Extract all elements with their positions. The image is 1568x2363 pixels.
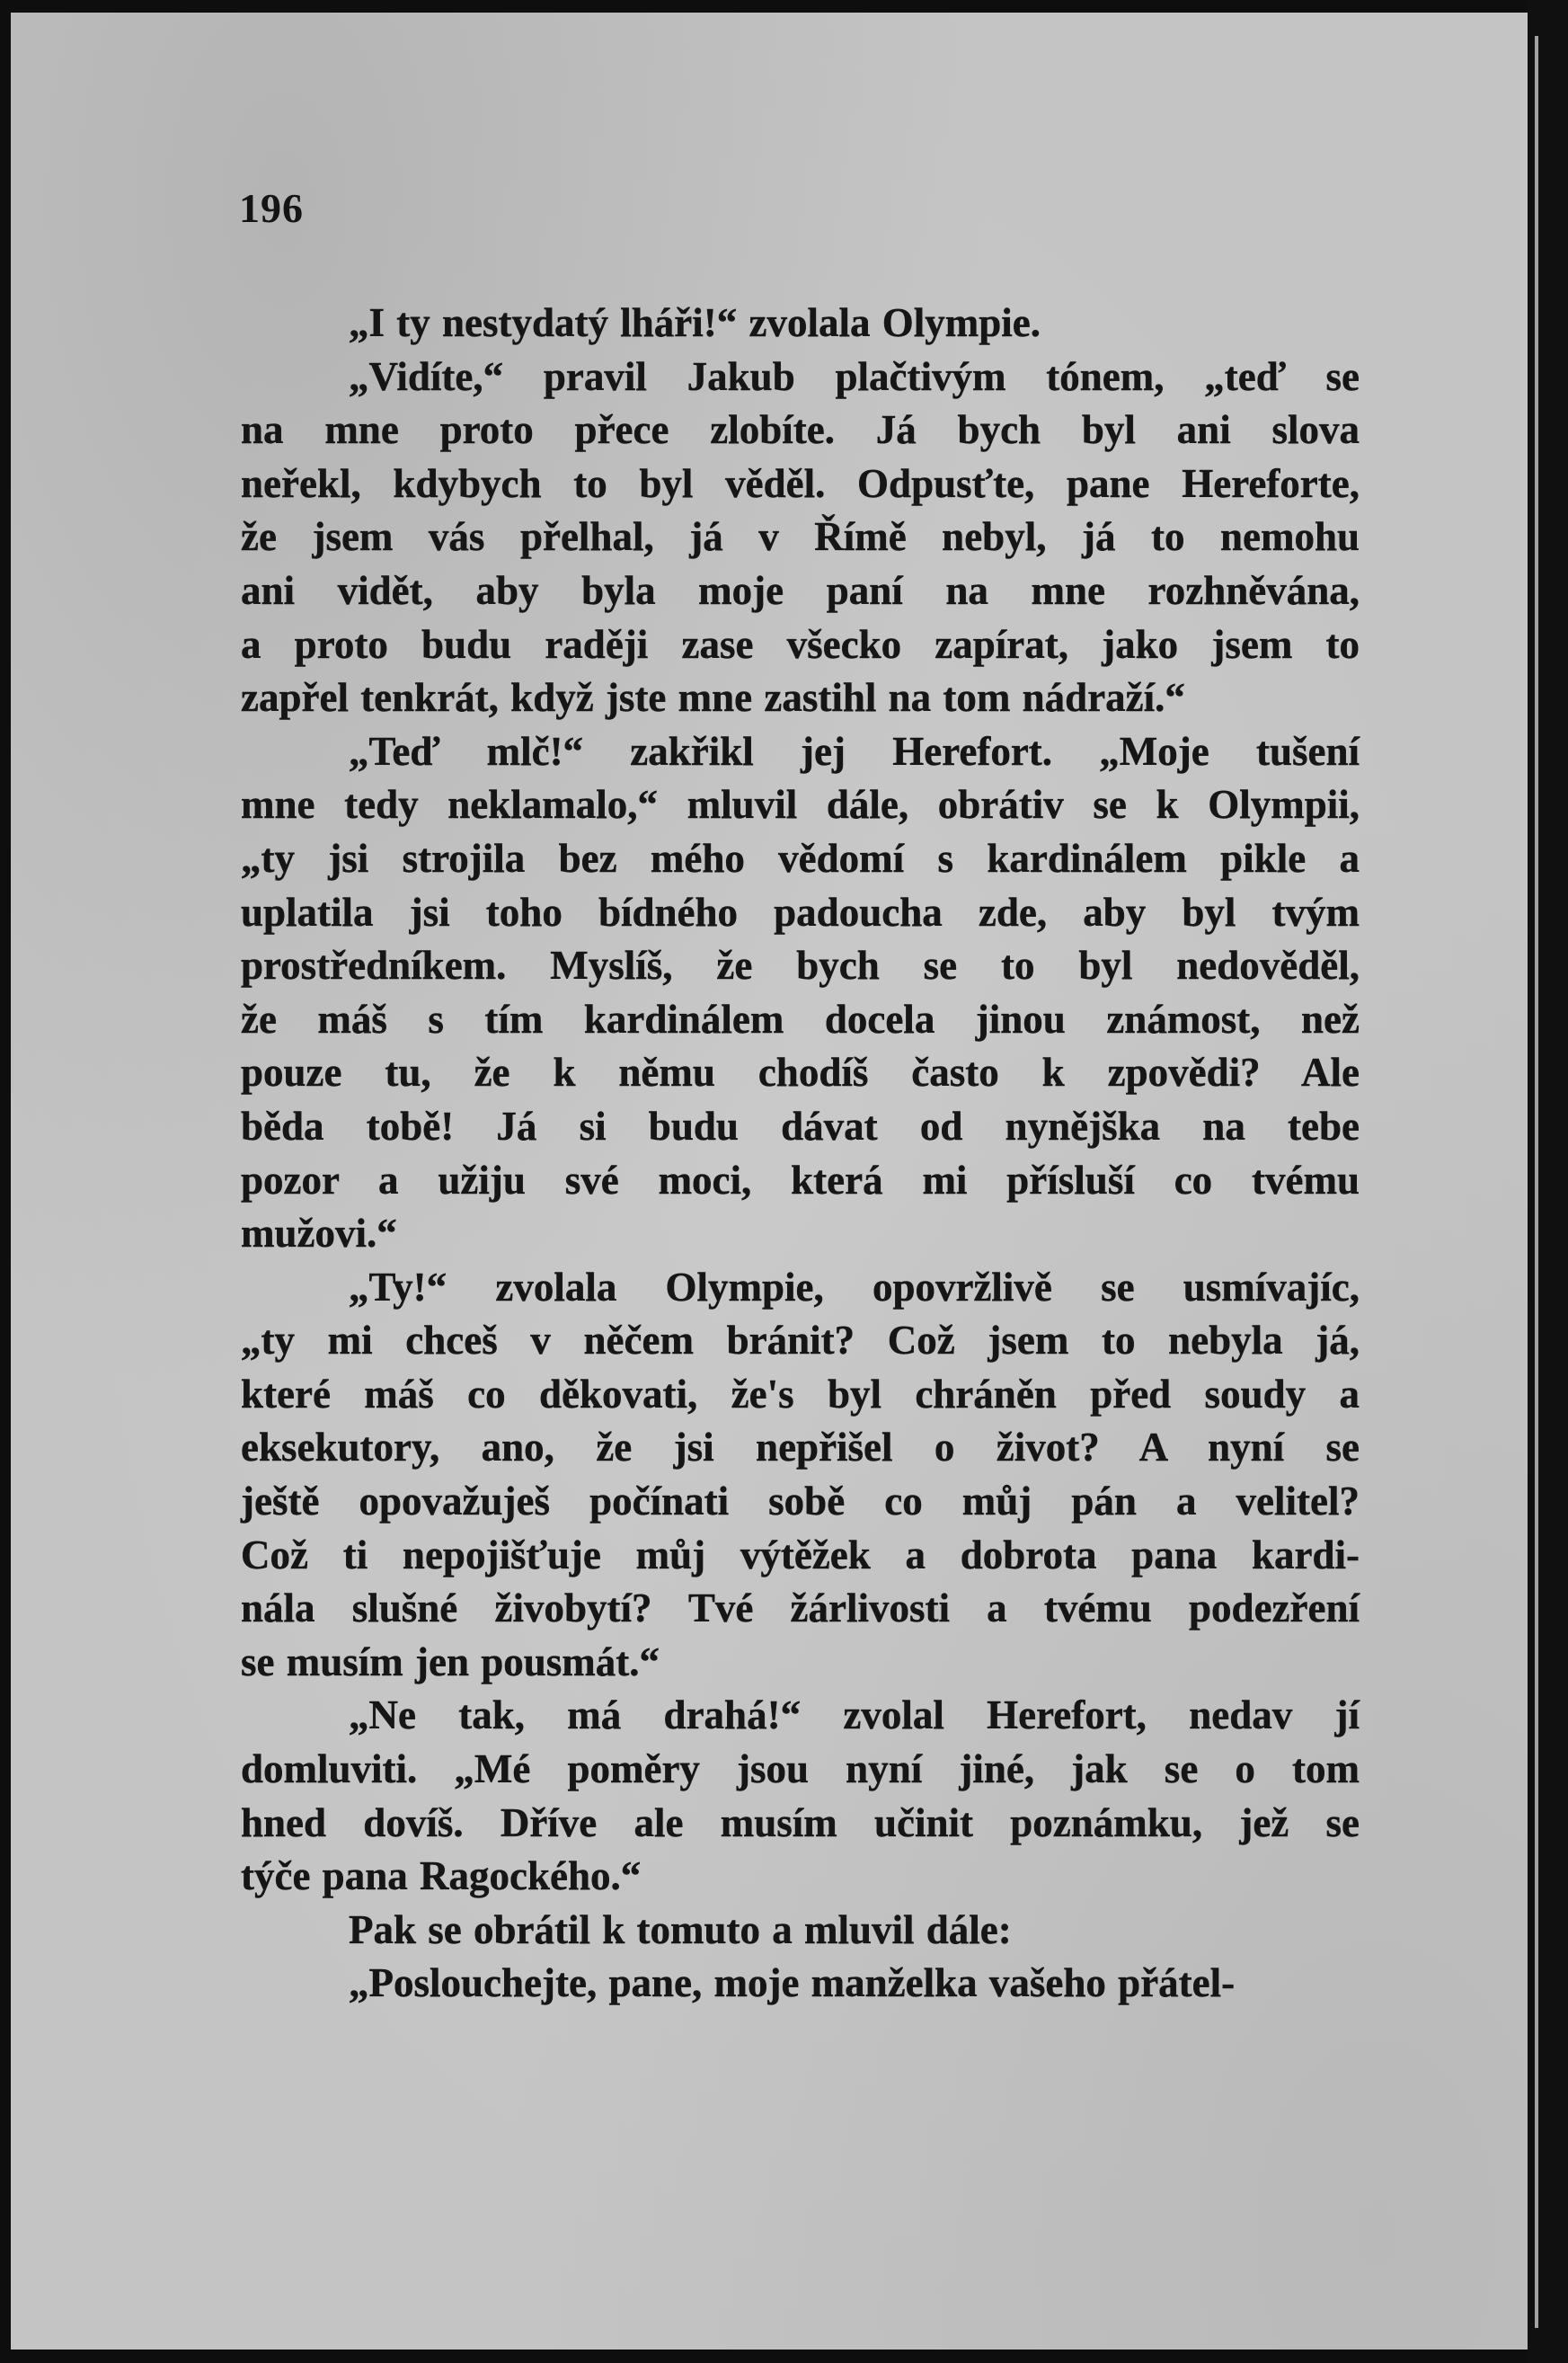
text-line: mne tedy neklamalo,“ mluvil dále, obrátiv se k Olympii, [241,782,1360,828]
text-line: že jsem vás přelhal, já v Římě nebyl, já to nemohu [241,514,1360,560]
text-line: „Ne tak, má drahá!“ zvolal Herefort, nedav jí [349,1692,1360,1738]
text-line: Což ti nepojišťuje můj výtěžek a dobrota pana kardi- [241,1532,1360,1577]
text-line: prostředníkem. Myslíš, že bych se to byl nedověděl, [241,943,1360,989]
text-line: ještě opovažuješ počínati sobě co můj pán a velitel? [241,1479,1360,1524]
text-line: zapřel tenkrát, když jste mne zastihl na tom nádraží.“ [241,675,1185,721]
text-line: Pak se obrátil k tomuto a mluvil dále: [349,1906,1012,1952]
right-page-edge [1528,0,1568,2363]
text-line: „Poslouchejte, pane, moje manželka vašeho přátel- [349,1960,1236,2006]
text-line: „Vidíte,“ pravil Jakub plačtivým tónem, „teď se [349,353,1360,399]
text-line: se musím jen pousmát.“ [241,1639,660,1684]
text-line: že máš s tím kardinálem docela jinou známost, než [241,996,1360,1042]
text-line: eksekutory, ano, že jsi nepřišel o život? A nyní se [241,1425,1360,1470]
text-line: „Ty!“ zvolala Olympie, opovržlivě se usmívajíc, [349,1264,1360,1310]
text-line: mužovi.“ [241,1211,397,1257]
page-number: 196 [239,185,304,231]
text-line: „ty jsi strojila bez mého vědomí s kardinálem pikle a [241,835,1360,881]
text-line: neřekl, kdybych to byl věděl. Odpusťte, pane Hereforte, [241,460,1360,506]
text-line: týče pana Ragockého.“ [241,1853,642,1899]
text-line: pouze tu, že k němu chodíš často k zpovědi? Ale [241,1050,1360,1096]
text-line: uplatila jsi toho bídného padoucha zde, aby byl tvým [241,889,1360,935]
text-line: které máš co děkovati, že's byl chráněn před soudy a [241,1371,1360,1417]
text-line: „ty mi chceš v něčem bránit? Což jsem to nebyla já, [241,1318,1360,1364]
text-line: „Teď mlč!“ zakřikl jej Herefort. „Moje tušení [349,728,1360,774]
text-line: domluviti. „Mé poměry jsou nyní jiné, jak se o tom [241,1746,1360,1792]
text-line: ani vidět, aby byla moje paní na mne rozhněvána, [241,567,1360,613]
text-line: hned dovíš. Dříve ale musím učinit poznámku, jež se [241,1799,1360,1845]
body-text [241,297,1360,2011]
text-line: „I ty nestydatý lháři!“ zvolala Olympie. [349,300,1041,345]
text-line: na mne proto přece zlobíte. Já bych byl ani slova [241,407,1360,453]
text-line: nála slušné živobytí? Tvé žárlivosti a tvému podezření [241,1586,1360,1631]
text-line: běda tobě! Já si budu dávat od nynějška na tebe [241,1103,1360,1149]
page-edge-line [1535,36,1538,2328]
text-line: a proto budu raději zase všecko zapírat, jako jsem to [241,621,1360,667]
text-line: pozor a užiju své moci, která mi přísluší co tvému [241,1157,1360,1203]
